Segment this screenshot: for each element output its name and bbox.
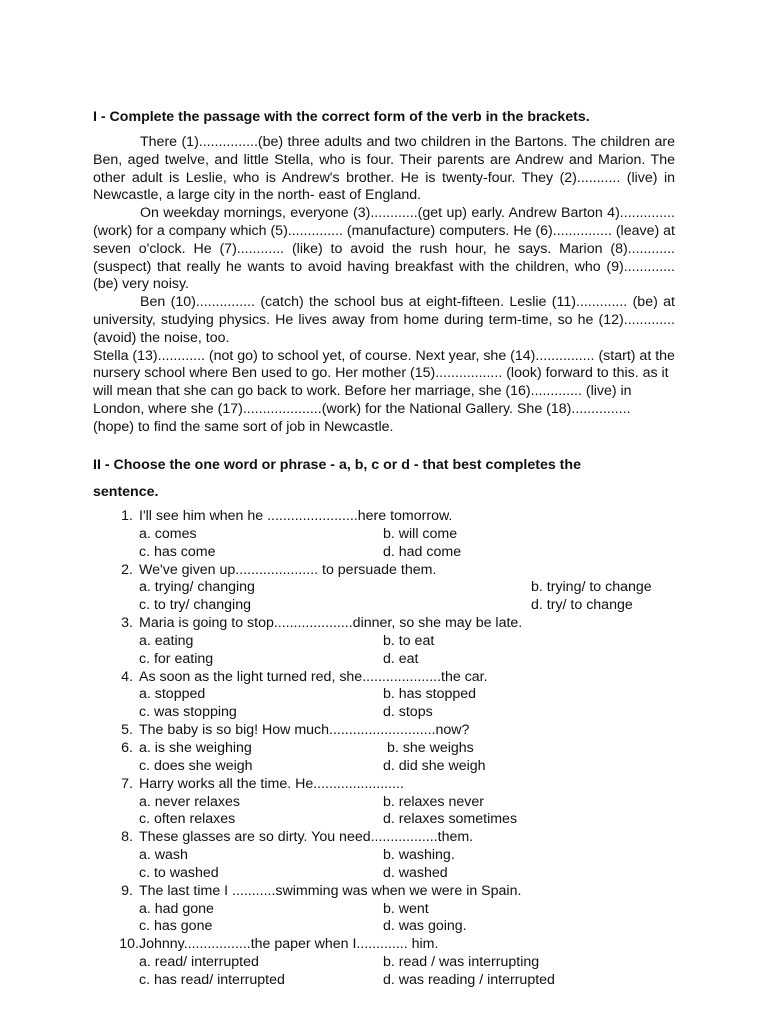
option-d: d. did she weigh (383, 757, 486, 774)
option-a: a. never relaxes (139, 793, 240, 810)
option-c: c. to try/ changing (139, 597, 251, 614)
option-b: b. read / was interrupting (383, 954, 540, 971)
question-2 (93, 562, 693, 580)
option-b: b. relaxes never (383, 793, 484, 810)
option-c: c. for eating (139, 650, 214, 667)
option-row (93, 686, 693, 704)
question-number: 2. (121, 561, 133, 578)
question-number: 3. (121, 615, 133, 632)
passage-paragraph-3: Ben (10)............... (catch) the school bus at eight-fifteen. Leslie (11)............. (be) at university, studying physics. He lives away from home during term-time, so he (12)............. (avoid) the noise, too. (93, 294, 675, 346)
question-number: 8. (121, 829, 133, 846)
question-number: 6. (121, 739, 133, 756)
question-1 (93, 508, 693, 526)
question-9 (93, 883, 693, 901)
question-stem: Maria is going to stop....................dinner, so she may be late. (139, 615, 523, 632)
option-row (93, 918, 693, 936)
option-c: c. to washed (139, 864, 219, 881)
section2-heading-line2: sentence. (93, 484, 159, 500)
passage-paragraph-2: On weekday mornings, everyone (3)............(get up) early. Andrew Barton 4).............. (work) for a company which (5).............. (manufacture) computers. He (6)............... (leave) at seven o'clock. He (7)............ (like) to avoid the rush hour, he says. Marion (8)............ (suspect) that really he wants to avoid having breakfast with the children, who (9)............. (be) very noisy. (93, 205, 675, 293)
option-c: c. has come (139, 543, 216, 560)
option-row (93, 758, 693, 776)
question-stem: We've given up..................... to persuade them. (139, 561, 437, 578)
option-d: d. was going. (383, 918, 467, 935)
option-row (93, 579, 693, 597)
option-row (93, 901, 693, 919)
question-stem: These glasses are so dirty. You need.................them. (139, 829, 474, 846)
option-c: c. often relaxes (139, 811, 236, 828)
option-c: c. does she weigh (139, 757, 253, 774)
verb-passage (93, 134, 675, 437)
option-c: c. was stopping (139, 704, 237, 721)
option-row (93, 811, 693, 829)
option-a: a. read/ interrupted (139, 954, 259, 971)
option-b: b. trying/ to change (531, 579, 652, 596)
question-8 (93, 829, 693, 847)
option-b: b. she weighs (387, 739, 474, 756)
option-row (93, 597, 693, 615)
option-b: b. went (383, 900, 429, 917)
question-6 (93, 740, 693, 758)
option-b: b. has stopped (383, 686, 477, 703)
question-stem: The baby is so big! How much...........................now? (139, 722, 470, 739)
option-a: a. trying/ changing (139, 579, 255, 596)
question-number: 7. (121, 775, 133, 792)
option-c: c. has read/ interrupted (139, 971, 285, 988)
passage-paragraph-1: There (1)...............(be) three adults and two children in the Bartons. The children are Ben, aged twelve, and little Stella, who is four. Their parents are Andrew and Marion. The other adult is Leslie, who is Andrew's brother. He is twenty-four. They (2)........... (live) in Newcastle, a large city in the north- east of England. (93, 134, 675, 204)
option-row (93, 704, 693, 722)
option-b: b. to eat (383, 632, 435, 649)
option-a: a. eating (139, 632, 194, 649)
option-row (93, 865, 693, 883)
question-number: 4. (121, 668, 133, 685)
question-stem: The last time I ...........swimming was when we were in Spain. (139, 882, 522, 899)
question-number: 10. (119, 936, 139, 953)
passage-paragraph-4: Stella (13)............ (not go) to school yet, of course. Next year, she (14)............... (start) at the nursery school where Ben used to go. Her mother (15)................. (look) forward to this. as it will mean that she can go back to work. Before her marriage, she (16)............. (live) in London, where she (17)....................(work) for the National Gallery. She (18)............... (hope) to find the same sort of job in Newcastle. (93, 347, 675, 435)
question-5 (93, 722, 693, 740)
question-3 (93, 615, 693, 633)
option-a: a. had gone (139, 900, 214, 917)
option-row (93, 847, 693, 865)
question-7 (93, 776, 693, 794)
option-d: d. washed (383, 864, 448, 881)
option-row (93, 633, 693, 651)
question-number: 5. (121, 722, 133, 739)
option-row (93, 526, 693, 544)
option-d: d. eat (383, 650, 419, 667)
multiple-choice-list (93, 508, 693, 990)
option-row (93, 544, 693, 562)
question-stem: As soon as the light turned red, she....................the car. (139, 668, 488, 685)
option-a: a. wash (139, 847, 188, 864)
option-b: b. will come (383, 525, 458, 542)
question-4 (93, 669, 693, 687)
option-d: d. try/ to change (531, 597, 633, 614)
question-number: 1. (121, 508, 133, 524)
section2-heading-line1: II - Choose the one word or phrase - a, b, c or d - that best completes the (93, 457, 581, 473)
option-row (93, 651, 693, 669)
option-a: a. is she weighing (139, 739, 252, 756)
option-d: d. had come (383, 543, 462, 560)
option-row (93, 794, 693, 812)
option-row (93, 972, 693, 990)
section1-heading: I - Complete the passage with the correct form of the verb in the brackets. (93, 109, 590, 125)
question-stem: Harry works all the time. He....................... (139, 775, 404, 792)
option-c: c. has gone (139, 918, 213, 935)
option-d: d. relaxes sometimes (383, 811, 518, 828)
question-number: 9. (121, 882, 133, 899)
question-10 (93, 936, 693, 954)
question-stem: Johnny.................the paper when I............. him. (139, 936, 439, 953)
question-stem: I'll see him when he .......................here tomorrow. (139, 508, 453, 524)
option-a: a. comes (139, 525, 197, 542)
option-a: a. stopped (139, 686, 206, 703)
option-b: b. washing. (383, 847, 455, 864)
option-d: d. stops (383, 704, 433, 721)
option-d: d. was reading / interrupted (383, 971, 555, 988)
option-row (93, 954, 693, 972)
